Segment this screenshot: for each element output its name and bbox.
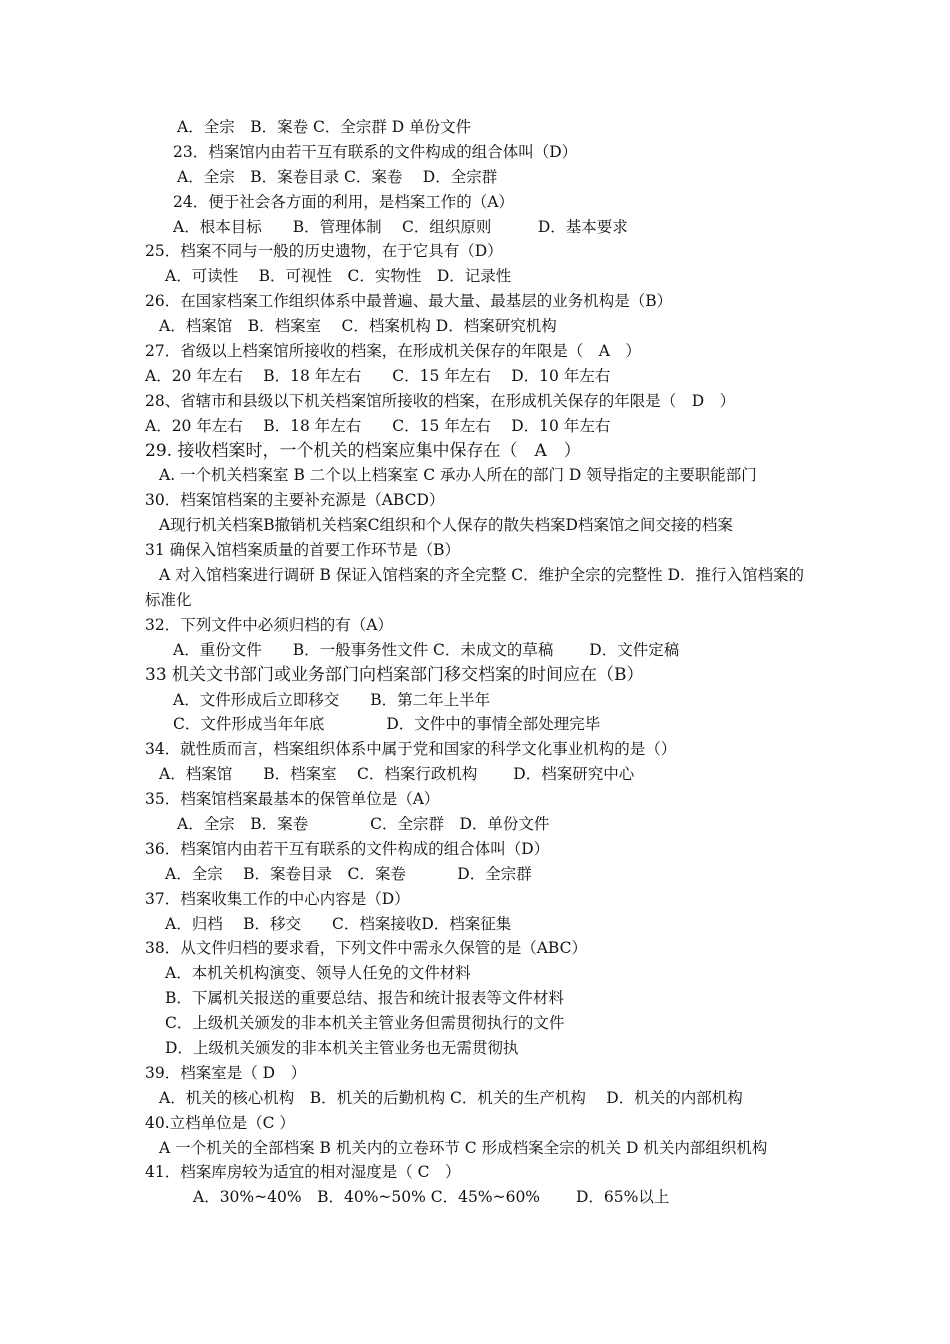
q35-stem: 35．档案馆档案最基本的保管单位是（A）: [145, 790, 440, 809]
q38-option-c: C．上级机关颁发的非本机关主管业务但需贯彻执行的文件: [165, 1014, 565, 1033]
q33-options-ab: A．文件形成后立即移交 B．第二年上半年: [173, 690, 491, 709]
q38-option-b: B．下属机关报送的重要总结、报告和统计报表等文件材料: [165, 989, 564, 1008]
q29-stem: 29. 接收档案时，一个机关的档案应集中保存在（ A ）: [145, 440, 581, 461]
q27-options: A．20 年左右 B．18 年左右 C．15 年左右 D．10 年左右: [145, 366, 611, 385]
q41-stem: 41．档案库房较为适宜的相对湿度是（ C ）: [145, 1163, 461, 1182]
q26-stem: 26．在国家档案工作组织体系中最普遍、最大量、最基层的业务机构是（B）: [145, 292, 673, 311]
exam-questions: [145, 115, 815, 1210]
q30-options: A现行机关档案B撤销机关档案C组织和个人保存的散失档案D档案馆之间交接的档案: [159, 516, 733, 535]
q36-options: A．全宗 B．案卷目录 C．案卷 D．全宗群: [165, 864, 532, 883]
q40-options: A 一个机关的全部档案 B 机关内的立卷环节 C 形成档案全宗的机关 D 机关内部组织机构: [159, 1138, 768, 1157]
q39-options: A．机关的核心机构 B．机关的后勤机构 C．机关的生产机构 D．机关的内部机构: [159, 1088, 743, 1107]
q28-options: A．20 年左右 B．18 年左右 C．15 年左右 D．10 年左右: [145, 416, 611, 435]
q29-options: A. 一个机关档案室 B 二个以上档案室 C 承办人所在的部门 D 领导指定的主要职能部门: [159, 466, 757, 485]
q41-options: A．30%~40% B．40%~50% C．45%~60% D．65%以上: [193, 1188, 670, 1207]
q38-option-d: D．上级机关颁发的非本机关主管业务也无需贯彻执: [165, 1038, 519, 1057]
q30-stem: 30．档案馆档案的主要补充源是（ABCD）: [145, 491, 445, 510]
q34-stem: 34．就性质而言，档案组织体系中属于党和国家的科学文化事业机构的是（）: [145, 740, 677, 759]
q25-options: A．可读性 B．可视性 C．实物性 D．记录性: [165, 267, 512, 286]
q35-options: A．全宗 B．案卷 C．全宗群 D．单份文件: [177, 814, 550, 833]
q26-options: A．档案馆 B．档案室 C．档案机构 D．档案研究机构: [159, 317, 557, 336]
q23-options: A．全宗 B．案卷目录 C．案卷 D．全宗群: [177, 167, 498, 186]
q38-option-a: A．本机关机构演变、领导人任免的文件材料: [165, 964, 471, 983]
q32-stem: 32．下列文件中必须归档的有（A）: [145, 615, 393, 634]
q37-stem: 37．档案收集工作的中心内容是（D）: [145, 889, 410, 908]
q25-stem: 25．档案不同与一般的历史遗物，在于它具有（D）: [145, 242, 503, 261]
q39-stem: 39．档案室是（ D ）: [145, 1063, 307, 1082]
q40-stem: 40.立档单位是（C ）: [145, 1113, 295, 1132]
q22-options: A．全宗 B．案卷 C．全宗群 D 单份文件: [177, 118, 472, 136]
q31-stem: 31 确保入馆档案质量的首要工作环节是（B）: [145, 541, 461, 560]
q24-stem: 24．便于社会各方面的利用，是档案工作的（A）: [173, 192, 514, 211]
q32-options: A．重份文件 B．一般事务性文件 C．未成文的草稿 D．文件定稿: [173, 640, 680, 659]
q36-stem: 36．档案馆内由若干互有联系的文件构成的组合体叫（D）: [145, 839, 550, 858]
q27-stem: 27．省级以上档案馆所接收的档案，在形成机关保存的年限是（ A ）: [145, 342, 641, 361]
q24-options: A．根本目标 B．管理体制 C．组织原则 D．基本要求: [173, 217, 628, 236]
q31-options: A 对入馆档案进行调研 B 保证入馆档案的齐全完整 C．维护全宗的完整性 D．推行入馆档案的标准化: [145, 566, 805, 609]
q38-stem: 38．从文件归档的要求看，下列文件中需永久保管的是（ABC）: [145, 939, 587, 958]
q33-options-cd: C．文件形成当年年底 D．文件中的事情全部处理完毕: [173, 715, 601, 734]
q28-stem: 28、省辖市和县级以下机关档案馆所接收的档案，在形成机关保存的年限是（ D ）: [145, 391, 736, 410]
q23-stem: 23．档案馆内由若干互有联系的文件构成的组合体叫（D）: [173, 142, 578, 161]
q33-stem: 33 机关文书部门或业务部门向档案部门移交档案的时间应在（B）: [145, 664, 644, 685]
q37-options: A．归档 B．移交 C．档案接收D．档案征集: [165, 914, 512, 933]
q34-options: A．档案馆 B．档案室 C．档案行政机构 D．档案研究中心: [159, 765, 635, 784]
